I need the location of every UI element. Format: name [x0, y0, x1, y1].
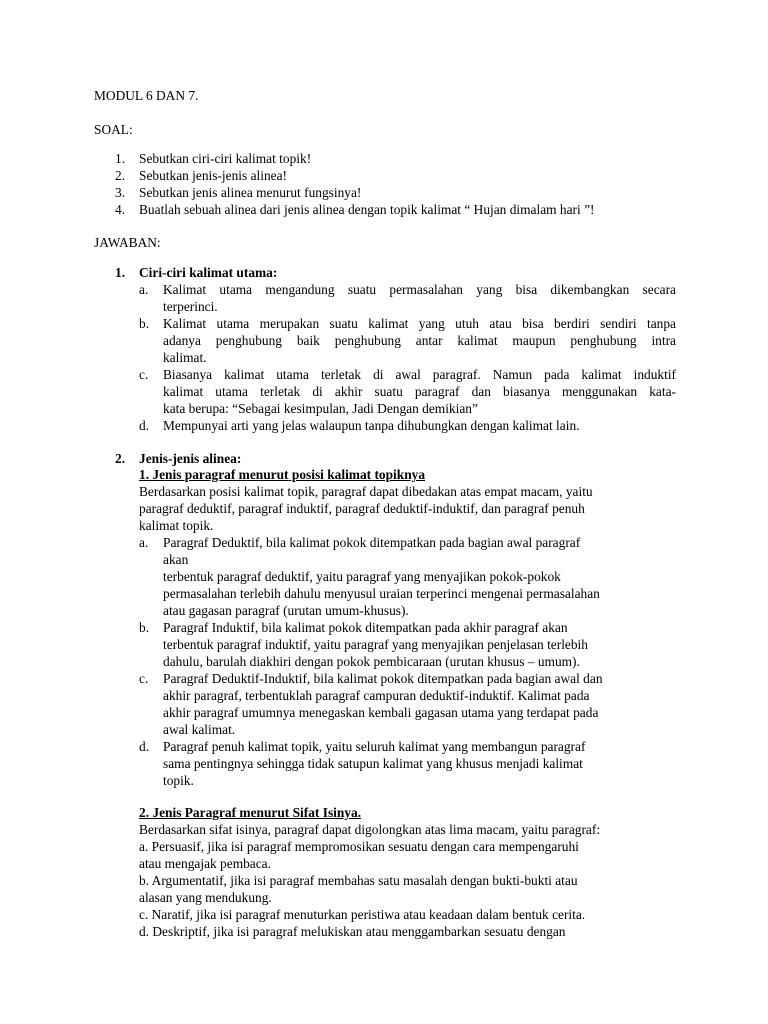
- paragraph-line: Berdasarkan posisi kalimat topik, paragraf dapat dibedakan atas empat macam, yaitu: [139, 484, 593, 499]
- soal-item: Buatlah sebuah alinea dari jenis alinea dengan topik kalimat “ Hujan dimalam hari ”!: [139, 202, 595, 217]
- item-marker: a.: [139, 282, 149, 297]
- item-line: Kalimat utama mengandung suatu permasalahan yang bisa dikembangkan secara: [163, 282, 676, 297]
- item-line: topik.: [163, 773, 194, 788]
- item-line: awal kalimat.: [163, 722, 236, 737]
- answer-heading: Ciri-ciri kalimat utama:: [139, 265, 278, 280]
- answer-heading: Jenis-jenis alinea:: [139, 451, 242, 466]
- soal-number: 4.: [115, 202, 126, 217]
- soal-item: Sebutkan jenis-jenis alinea!: [139, 168, 287, 183]
- item-line: Paragraf penuh kalimat topik, yaitu seluruh kalimat yang membangun paragraf: [163, 739, 586, 754]
- item-line: Kalimat utama merupakan suatu kalimat yang utuh atau bisa berdiri sendiri tanpa: [163, 316, 676, 331]
- item-marker: c.: [139, 671, 149, 686]
- item-line: atau gagasan paragraf (urutan umum-khusus).: [163, 603, 409, 618]
- item-line: kalimat utama terletak di akhir suatu paragraf dan biasanya menggunakan kata-: [163, 384, 676, 399]
- answer-number: 1.: [115, 265, 126, 280]
- soal-number: 2.: [115, 168, 126, 183]
- item-marker: d.: [139, 739, 150, 754]
- paragraph-line: d. Deskriptif, jika isi paragraf melukiskan atau menggambarkan sesuatu dengan: [139, 924, 566, 939]
- item-line: dahulu, barulah diakhiri dengan pokok pembicaraan (urutan khusus – umum).: [163, 654, 580, 669]
- paragraph-line: kalimat topik.: [139, 518, 214, 533]
- paragraph-line: Berdasarkan sifat isinya, paragraf dapat digolongkan atas lima macam, yaitu paragraf:: [139, 822, 601, 837]
- item-line: Paragraf Deduktif, bila kalimat pokok ditempatkan pada bagian awal paragraf: [163, 535, 581, 550]
- soal-number: 3.: [115, 185, 126, 200]
- item-line: kalimat.: [163, 350, 207, 365]
- item-line: akhir paragraf umumnya menegaskan kembali gagasan utama yang terdapat pada: [163, 705, 599, 720]
- subsection-title: 2. Jenis Paragraf menurut Sifat Isinya.: [139, 805, 362, 820]
- soal-item: Sebutkan ciri-ciri kalimat topik!: [139, 151, 312, 166]
- item-line: Mempunyai arti yang jelas walaupun tanpa dihubungkan dengan kalimat lain.: [163, 418, 580, 433]
- item-marker: c.: [139, 367, 149, 382]
- paragraph-line: b. Argumentatif, jika isi paragraf membahas satu masalah dengan bukti-bukti atau: [139, 873, 578, 888]
- document-title: MODUL 6 DAN 7.: [94, 88, 199, 103]
- item-line: permasalahan terlebih dahulu menyusul uraian terperinci mengenai permasalahan: [163, 586, 600, 601]
- item-line: kata berupa: “Sebagai kesimpulan, Jadi Dengan demikian”: [163, 401, 478, 416]
- item-line: terbentuk paragraf deduktif, yaitu paragraf yang menyajikan pokok-pokok: [163, 569, 561, 584]
- answer-number: 2.: [115, 451, 126, 466]
- paragraph-line: c. Naratif, jika isi paragraf menuturkan peristiwa atau keadaan dalam bentuk cerita.: [139, 907, 586, 922]
- paragraph-line: a. Persuasif, jika isi paragraf mempromosikan sesuatu dengan cara mempengaruhi: [139, 839, 579, 854]
- soal-number: 1.: [115, 151, 126, 166]
- item-marker: b.: [139, 620, 150, 635]
- item-marker: d.: [139, 418, 150, 433]
- item-line: terbentuk paragraf induktif, yaitu paragraf yang menyajikan penjelasan terlebih: [163, 637, 588, 652]
- item-line: akan: [163, 552, 189, 567]
- jawaban-label: JAWABAN:: [94, 235, 161, 250]
- subsection-title: 1. Jenis paragraf menurut posisi kalimat topiknya: [139, 467, 426, 482]
- item-line: sama pentingnya sehingga tidak satupun kalimat yang khusus menjadi kalimat: [163, 756, 583, 771]
- item-line: Biasanya kalimat utama terletak di awal paragraf. Namun pada kalimat induktif: [163, 367, 676, 382]
- soal-label: SOAL:: [94, 122, 133, 137]
- item-line: terperinci.: [163, 299, 218, 314]
- item-line: akhir paragraf, terbentuklah paragraf campuran deduktif-induktif. Kalimat pada: [163, 688, 590, 703]
- paragraph-line: alasan yang mendukung.: [139, 890, 272, 905]
- soal-item: Sebutkan jenis alinea menurut fungsinya!: [139, 185, 362, 200]
- item-marker: a.: [139, 535, 149, 550]
- paragraph-line: atau mengajak pembaca.: [139, 856, 271, 871]
- item-line: Paragraf Deduktif-Induktif, bila kalimat pokok ditempatkan pada bagian awal dan: [163, 671, 603, 686]
- item-line: adanya penghubung baik penghubung antar kalimat maupun penghubung intra: [163, 333, 676, 348]
- item-line: Paragraf Induktif, bila kalimat pokok ditempatkan pada akhir paragraf akan: [163, 620, 568, 635]
- paragraph-line: paragraf deduktif, paragraf induktif, paragraf deduktif-induktif, dan paragraf penuh: [139, 501, 585, 516]
- item-marker: b.: [139, 316, 150, 331]
